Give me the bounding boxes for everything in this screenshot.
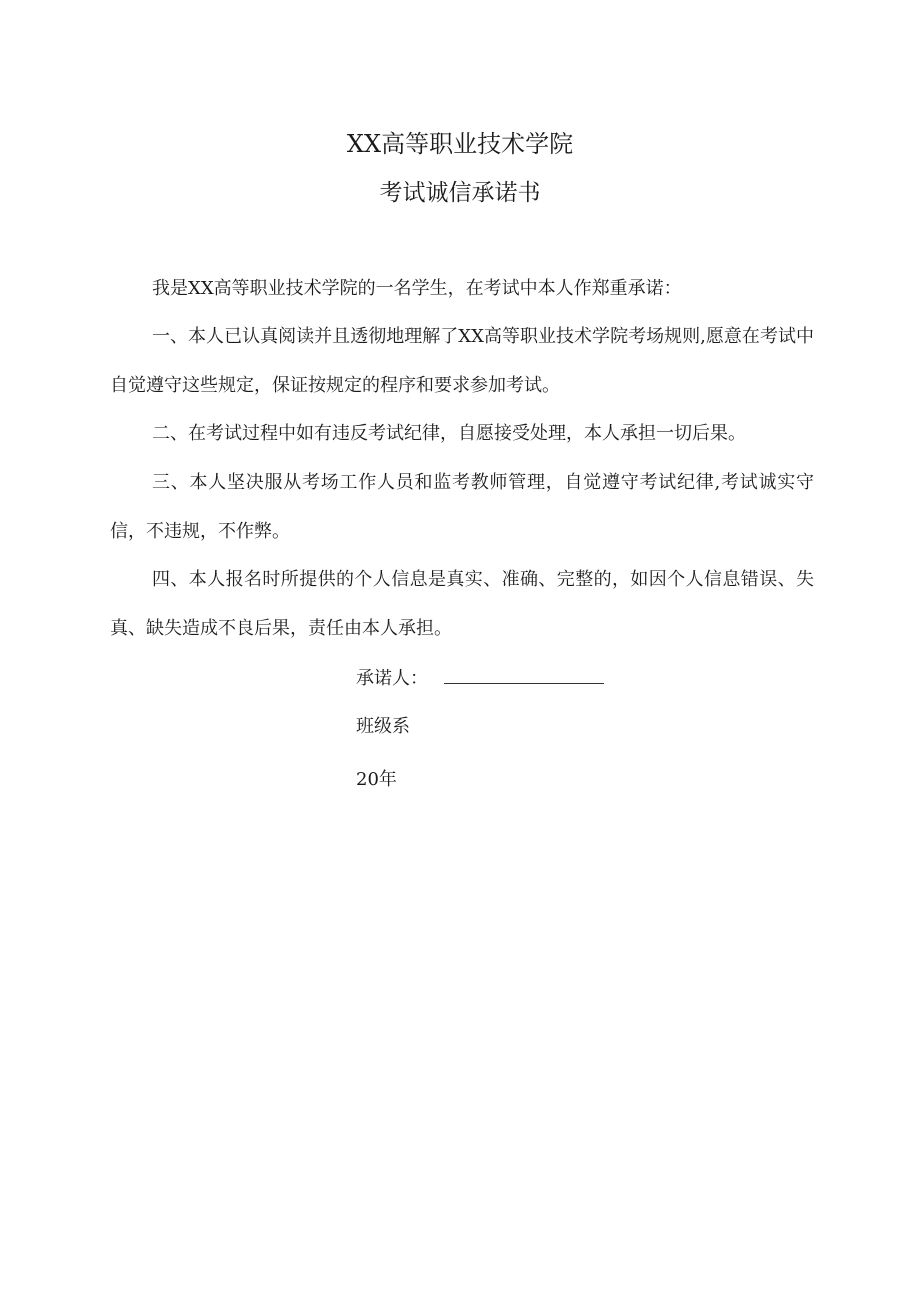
class-label: 班级系 <box>356 716 410 737</box>
promisor-label: 承诺人： <box>356 668 428 689</box>
document-subtitle: 考试诚信承诺书 <box>379 180 541 206</box>
intro-paragraph: 我是XX高等职业技术学院的一名学生，在考试中本人作郑重承诺： <box>152 278 682 299</box>
commitment-item-1: 一、本人已认真阅读并且透彻地理解了XX高等职业技术学院考场规则,愿意在考试中自觉遵守这些规定，保证按规定的程序和要求参加考试。 <box>110 326 814 396</box>
commitment-item-2: 二、在考试过程中如有违反考试纪律，自愿接受处理，本人承担一切后果。 <box>152 423 746 444</box>
promisor-line <box>356 665 604 692</box>
date-label: 20年 <box>356 769 397 790</box>
commitment-item-4: 四、本人报名时所提供的个人信息是真实、准确、完整的，如因个人信息错误、失真、缺失造成不良后果，责任由本人承担。 <box>110 569 814 639</box>
commitment-item-3: 三、本人坚决服从考场工作人员和监考教师管理，自觉遵守考试纪律,考试诚实守信，不违规，不作弊。 <box>110 472 814 542</box>
document-title: XX高等职业技术学院 <box>346 130 574 158</box>
promisor-signature-blank <box>444 665 604 684</box>
